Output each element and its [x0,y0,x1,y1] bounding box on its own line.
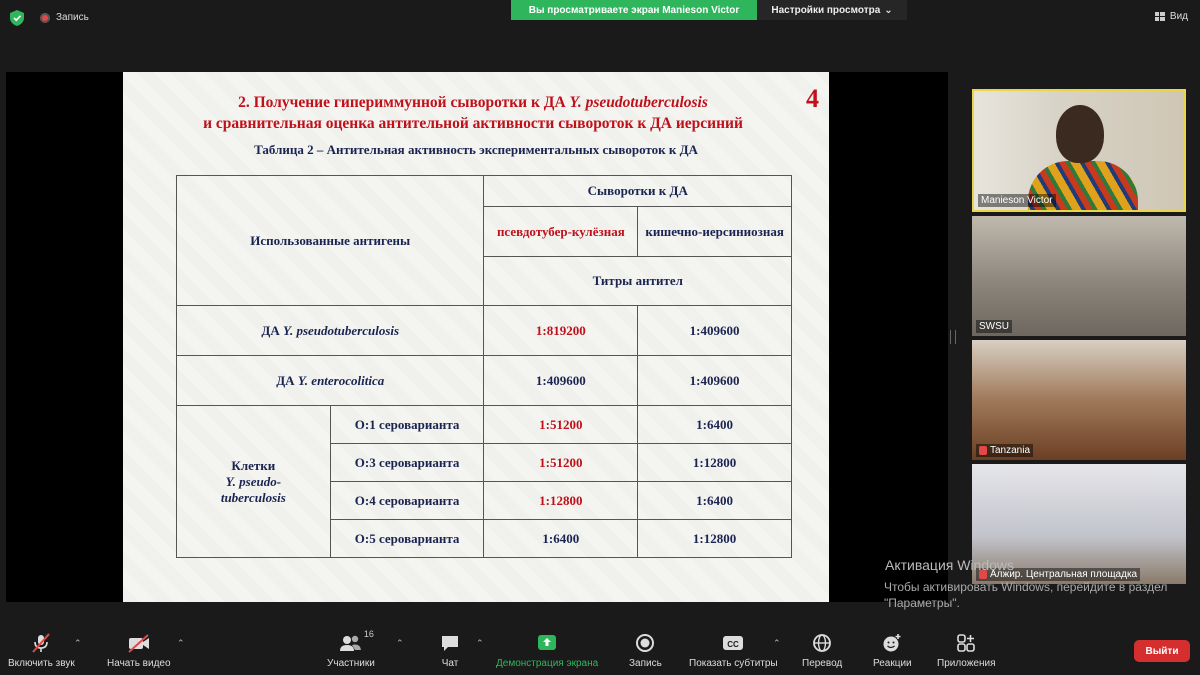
leave-meeting-button[interactable]: Выйти [1134,640,1190,662]
globe-icon [811,632,833,654]
share-screen-icon [536,632,558,654]
windows-activation-subtitle: Чтобы активировать Windows, перейдите в раздел "Параметры". [884,580,1168,610]
table-cell: 1:819200 [484,306,638,356]
table-cell: 1:12800 [484,482,638,520]
smiley-add-icon [881,632,903,654]
windows-activation-title: Активация Windows [885,557,1015,573]
view-settings-dropdown[interactable] [757,0,907,20]
record-dot-icon [40,13,50,23]
chat-bubble-icon [439,632,461,654]
recording-label: Запись [56,12,89,23]
slide-title [143,92,803,134]
translate-button[interactable] [802,632,842,669]
shield-icon[interactable] [10,10,24,26]
translate-label: Перевод [802,658,843,669]
cells-group-label [177,406,331,558]
participant-tile[interactable] [972,216,1186,336]
start-video-button[interactable] [107,632,171,669]
participant-tile-active-speaker[interactable] [972,89,1186,212]
closed-captions-icon [721,632,745,654]
share-screen-button[interactable] [496,632,598,669]
chevron-down-icon: ⌄ [884,4,893,16]
row-antigen-enterocolitica [177,356,484,406]
video-options-caret-icon[interactable]: ⌃ [177,638,185,648]
view-button[interactable] [1155,11,1188,22]
svg-text:CC: CC [727,640,740,649]
participant-tile[interactable] [972,340,1186,460]
sera-header: Сыворотки к ДА [484,176,792,207]
slide-title-line2: и сравнительная оценка антительной активности сывороток к ДА иерсиний [203,115,743,132]
serovar-name: О:5 сероварианта [330,520,484,558]
table-cell: 1:6400 [638,482,792,520]
screen-share-banner: Вы просматриваете экран Manieson Victor [511,0,757,20]
participant-name: Алжир. Центральная площадка [976,568,1140,581]
table-cell: 1:409600 [484,356,638,406]
cells-label-line1: Клетки [231,457,276,473]
participants-options-caret-icon[interactable]: ⌃ [396,638,404,648]
participant-name: SWSU [976,320,1012,333]
row-antigen-prefix: ДА [276,372,298,388]
share-screen-label: Демонстрация экрана [496,658,599,669]
muted-mic-icon [979,446,987,455]
table-cell: 1:51200 [484,444,638,482]
grid-view-icon [1155,12,1165,21]
row-antigen-species: Y. pseudotuberculosis [283,322,400,338]
participant-name: Manieson Victor [978,194,1056,207]
record-button[interactable] [629,632,662,669]
table-cell: 1:12800 [638,520,792,558]
cells-label-line3: tuberculosis [220,489,286,505]
captions-options-caret-icon[interactable]: ⌃ [773,638,781,648]
video-off-icon [126,632,152,654]
table-cell: 1:6400 [638,406,792,444]
chat-options-caret-icon[interactable]: ⌃ [476,638,484,648]
row-antigen-prefix: ДА [261,322,283,338]
captions-button[interactable] [689,632,778,669]
table-cell: 1:6400 [484,520,638,558]
unmute-button[interactable] [8,632,75,669]
apps-label: Приложения [937,658,996,669]
antigens-header: Использованные антигены [177,176,484,306]
pseudotuberculosis-serum-header: псевдотубер-кулёзная [484,207,638,257]
record-icon [634,632,656,654]
slide-title-italic: Y. pseudotuberculosis [569,94,708,111]
participants-button[interactable] [327,629,375,669]
table-cell: 1:409600 [638,356,792,406]
enterocolitica-serum-header: кишечно-иерсиниозная [638,207,792,257]
participants-count: 16 [363,629,374,639]
serovar-name: О:4 сероварианта [330,482,484,520]
serovar-name: О:3 сероварианта [330,444,484,482]
table-cell: 1:51200 [484,406,638,444]
recording-indicator[interactable] [40,12,89,23]
participant-name: Tanzania [976,444,1033,457]
captions-label: Показать субтитры [689,658,778,669]
table-cell: 1:409600 [638,306,792,356]
chat-label: Чат [441,658,459,669]
reactions-label: Реакции [873,658,912,669]
reactions-button[interactable] [873,632,912,669]
serovar-name: О:1 сероварианта [330,406,484,444]
cells-label-line2: Y. pseudo- [225,473,282,489]
top-bar [0,0,1200,36]
unmute-label: Включить звук [8,658,75,669]
record-label: Запись [629,658,662,669]
row-antigen-pseudotuberculosis [177,306,484,356]
meeting-toolbar [0,624,1200,675]
view-label: Вид [1169,11,1188,22]
table-cell: 1:12800 [638,444,792,482]
view-settings-label: Настройки просмотра [771,4,881,16]
apps-button[interactable] [937,632,996,669]
chat-button[interactable] [439,632,461,669]
panel-resize-handle[interactable] [950,330,956,344]
participants-icon [338,629,374,654]
antibody-titer-table [176,175,792,558]
audio-options-caret-icon[interactable]: ⌃ [74,638,82,648]
presentation-slide [123,72,829,602]
microphone-muted-icon [30,632,52,654]
start-video-label: Начать видео [107,658,171,669]
apps-icon [955,632,977,654]
slide-title-prefix: 2. Получение гипериммунной сыворотки к ДА [238,94,570,111]
table-caption: Таблица 2 – Антительная активность экспериментальных сывороток к ДА [254,142,698,157]
participants-label: Участники [327,658,375,669]
slide-number: 4 [806,84,819,113]
row-antigen-species: Y. enterocolitica [297,372,385,388]
titers-header: Титры антител [484,257,792,306]
